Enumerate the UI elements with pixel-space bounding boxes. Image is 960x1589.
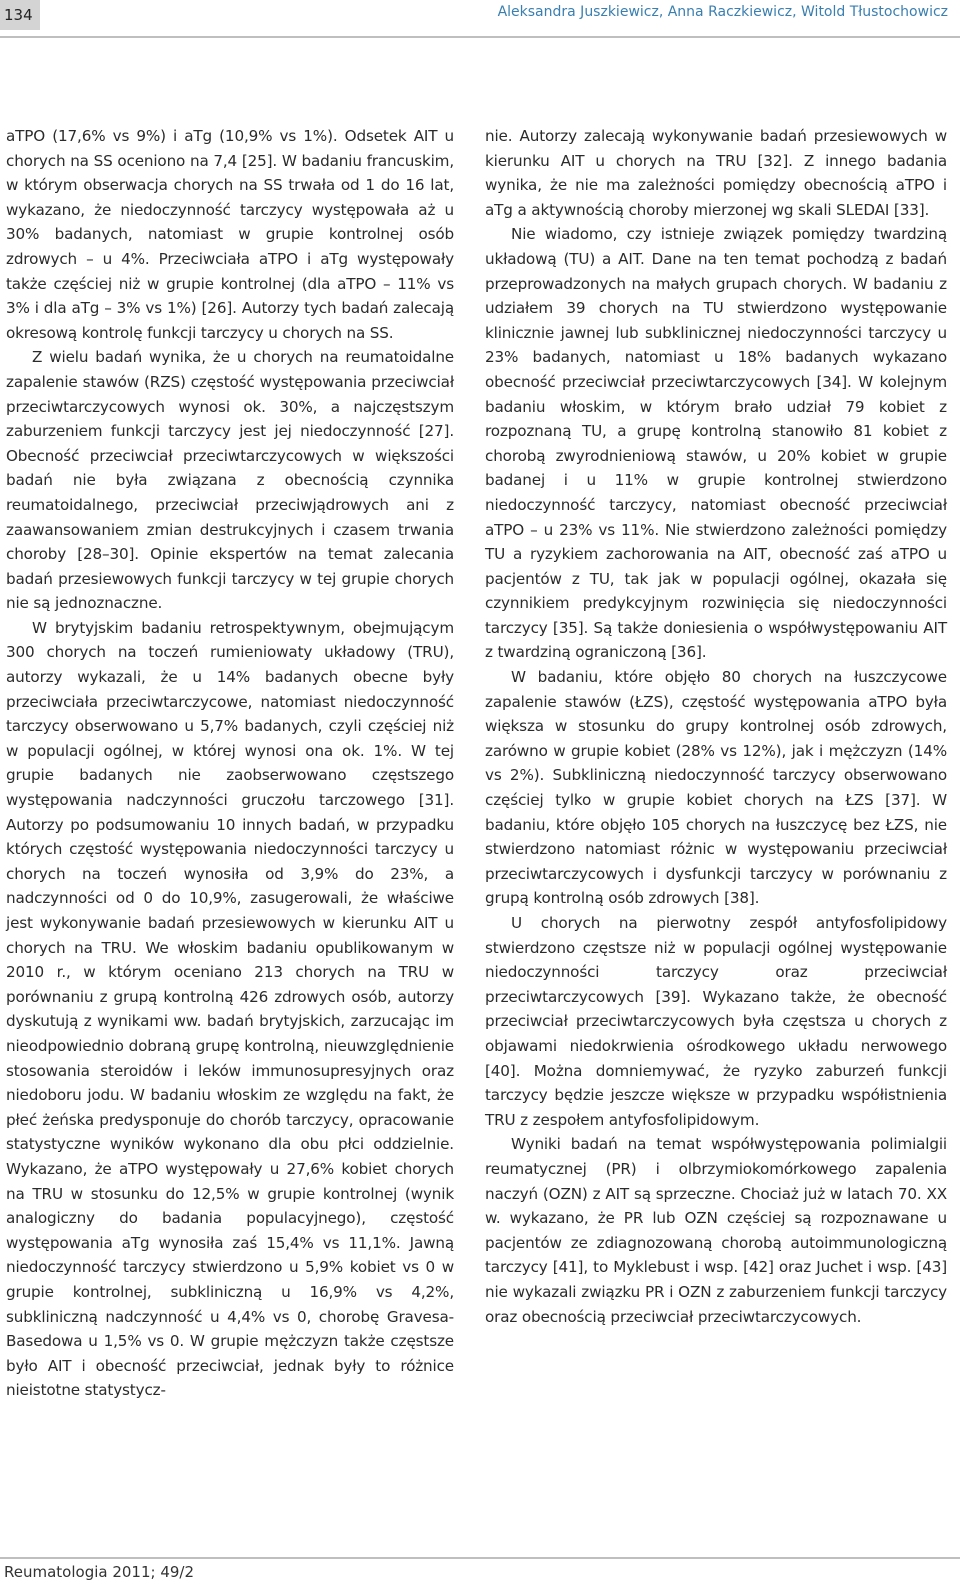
paragraph: Nie wiadomo, czy istnieje związek pomiędzy twardziną układową (TU) a AIT. Dane na ten temat pochodzą z badań przeprowadzonych na małych grupach chorych. W badaniu z udziałem 39 chorych na TU stwierdzono występowanie klinicznie jawnej lub subklinicznej niedoczynności tarczycy u 23% badanych, natomiast u 18% badanych wykazano obecność przeciwciał przeciwtarczycowych [34]. W kolejnym badaniu włoskim, w którym brało udział 79 kobiet z rozpoznaną TU, a grupę kontrolną stanowiło 81 kobiet z chorobą zwyrodnieniową stawów, u 20% kobiet w grupie badanej i u 11% w grupie kontrolnej stwierdzono niedoczynność tarczycy, natomiast obecność przeciwciał aTPO – u 23% vs 11%. Nie stwierdzono zależności pomiędzy TU a ryzykiem zachorowania na AIT, obecność zaś aTPO u pacjentów z TU, tak jak w populacji ogólnej, okazała się czynnikiem predykcyjnym rozwinięcia się niedoczynności tarczycy [35]. Są także doniesienia o współwystępowaniu AIT z twardziną ograniczoną [36]. <box>485 225 947 662</box>
running-head-authors: Aleksandra Juszkiewicz, Anna Raczkiewicz, Witold Tłustochowicz <box>497 4 948 20</box>
paragraph: aTPO (17,6% vs 9%) i aTg (10,9% vs 1%). Odsetek AIT u chorych na SS oceniono na 7,4 [25]. W badaniu francuskim, w którym obserwacja chorych na SS trwała od 1 do 16 lat, wykazano, że niedoczynność tarczycy występowała aż u 30% badanych, natomiast w grupie kontrolnej osób zdrowych – u 4%. Przeciwciała aTPO i aTg występowały także częściej niż w grupie kontrolnej (dla aTPO – 11% vs 3% i dla aTg – 3% vs 1%) [26]. Autorzy tych badań zalecają okresową kontrolę funkcji tarczycy u chorych na SS. <box>6 127 454 342</box>
paragraph: Z wielu badań wynika, że u chorych na reumatoidalne zapalenie stawów (RZS) częstość występowania przeciwciał przeciwtarczycowych wynosi ok. 30%, a najczęstszym zaburzeniem funkcji tarczycy jest jej niedoczynność [27]. Obecność przeciwciał przeciwtarczycowych w większości badań nie była związana z obecnością czynnika reumatoidalnego, przeciwciał przeciwjądrowych ani z zaawansowaniem zmian destrukcyjnych i czasem trwania choroby [28–30]. Opinie ekspertów na temat zalecania badań przesiewowych funkcji tarczycy w tej grupie chorych nie są jednoznaczne. <box>6 348 454 613</box>
left-column <box>6 124 454 1403</box>
paragraph: W brytyjskim badaniu retrospektywnym, obejmującym 300 chorych na toczeń rumieniowaty układowy (TRU), autorzy wykazali, że u 14% badanych obecne były przeciwciała przeciwtarczycowe, natomiast niedoczynność tarczycy obserwowano u 5,7% badanych, czyli częściej niż w populacji ogólnej, w której wynosi ona ok. 1%. W tej grupie badanych nie zaobserwowano częstszego występowania nadczynności gruczołu tarczowego [31]. Autorzy po podsumowaniu 10 innych badań, w przypadku których częstość występowania niedoczynności tarczycy u chorych na toczeń wynosiła od 3,9% do 23%, a nadczynności od 0 do 10,9%, zasugerowali, że właściwe jest wykonywanie badań przesiewowych w kierunku AIT u chorych na TRU. We włoskim badaniu opublikowanym w 2010 r., w którym oceniano 213 chorych na TRU w porównaniu z grupą kontrolną 426 zdrowych osób, autorzy dyskutują z wynikami ww. badań brytyjskich, zarzucając im nieodpowiednio dobraną grupę kontrolną, nieuwzględnienie stosowania steroidów i leków immunosupresyjnych oraz niedoboru jodu. W badaniu włoskim ze względu na fakt, że płeć żeńska predysponuje do chorób tarczycy, opracowanie statystyczne wyników wykonano dla obu płci oddzielnie. Wykazano, że aTPO występowały u 27,6% kobiet chorych na TRU w stosunku do 12,5% w grupie kontrolnej (wynik analogiczny do badania populacyjnego), częstość występowania aTg wynosiła zaś 15,4% vs 11,1%. Jawną niedoczynność tarczycy stwierdzono u 5,9% kobiet vs 0 w grupie kontrolnej, subkliniczną u 16,9% vs 4,2%, subkliniczną nadczynność u 4,4% vs 0, chorobę Gravesa-Basedowa u 1,5% vs 0. W grupie mężczyzn także częstsze było AIT i obecność przeciwciał, jednak były to różnice nieistotne statystycz- <box>6 618 454 1400</box>
header-divider <box>0 36 960 38</box>
page-number: 134 <box>0 0 40 30</box>
right-column <box>485 124 947 1329</box>
footer-divider <box>0 1557 960 1559</box>
paragraph: Wyniki badań na temat współwystępowania polimialgii reumatycznej (PR) i olbrzymiokomórkowego zapalenia naczyń (OZN) z AIT są sprzeczne. Chociaż już w latach 70. XX w. wykazano, że PR lub OZN częściej są rozpoznawane u pacjentów ze zdiagnozowaną chorobą autoimmunologiczną tarczycy [41], to Myklebust i wsp. [42] oraz Juchet i wsp. [43] nie wykazali związku PR i OZN z zaburzeniem funkcji tarczycy oraz obecnością przeciwciał przeciwtarczycowych. <box>485 1135 947 1326</box>
paragraph: nie. Autorzy zalecają wykonywanie badań przesiewowych w kierunku AIT u chorych na TRU [32]. Z innego badania wynika, że nie ma zależności pomiędzy obecnością aTPO i aTg a aktywnością choroby mierzonej wg skali SLEDAI [33]. <box>485 127 947 219</box>
page-footer <box>0 1557 960 1589</box>
paragraph: U chorych na pierwotny zespół antyfosfolipidowy stwierdzono częstsze niż w populacji ogólnej występowanie niedoczynności tarczycy oraz przeciwciał przeciwtarczycowych [39]. Wykazano także, że obecność przeciwciał przeciwtarczycowych była częstsza u chorych z objawami niedokrwienia ośrodkowego układu nerwowego [40]. Można domniemywać, że ryzyko zaburzeń funkcji tarczycy będzie jeszcze większe w przypadku współistnienia TRU z zespołem antyfosfolipidowym. <box>485 914 947 1129</box>
paragraph: W badaniu, które objęło 80 chorych na łuszczycowe zapalenie stawów (ŁZS), częstość występowania aTPO była większa w stosunku do grupy kontrolnej osób zdrowych, zarówno w grupie kobiet (28% vs 12%), jak i mężczyzn (14% vs 2%). Subkliniczną niedoczynność tarczycy obserwowano częściej tylko w grupie kobiet chorych na ŁZS [37]. W badaniu, które objęło 105 chorych na łuszczycę bez ŁZS, nie stwierdzono natomiast różnic w występowaniu przeciwciał przeciwtarczycowych i dysfunkcji tarczycy w porównaniu z grupą kontrolną osób zdrowych [38]. <box>485 668 947 908</box>
journal-citation: Reumatologia 2011; 49/2 <box>4 1563 195 1581</box>
page-header <box>0 0 960 34</box>
